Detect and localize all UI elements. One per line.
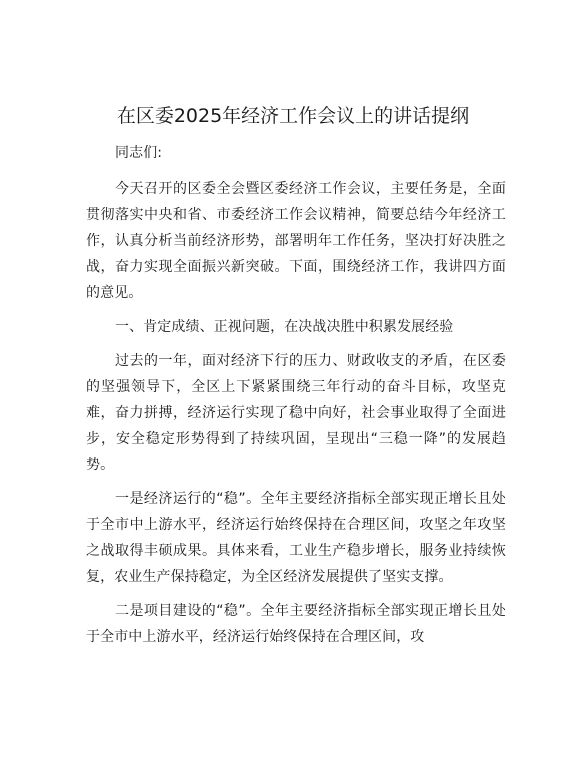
- paragraph-economy-stable: 一是经济运行的“稳”。全年主要经济指标全部实现正增长且处于全市中上游水平，经济运行始终保持在合理区间，攻坚之年攻坚之战取得丰硕成果。具体来看，工业生产稳步增长，服务业持续恢复，农业生产保持稳定，为全区经济发展提供了坚实支撑。: [86, 491, 506, 585]
- document-title: 在区委2025年经济工作会议上的讲话提纲: [116, 105, 470, 127]
- paragraph-intro: 今天召开的区委全会暨区委经济工作会议，主要任务是，全面贯彻落实中央和省、市委经济工作会议精神，简要总结今年经济工作，认真分析当前经济形势，部署明年工作任务，坚决打好决胜之战，奋力实现全面振兴新突破。下面，围绕经济工作，我讲四方面的意见。: [86, 181, 506, 301]
- section-heading-1: 一、肯定成绩、正视问题，在决战决胜中积累发展经验: [115, 319, 454, 335]
- paragraph-review: 过去的一年，面对经济下行的压力、财政收支的矛盾，在区委的坚强领导下，全区上下紧紧围绕三年行动的奋斗目标，攻坚克难，奋力拼搏，经济运行实现了稳中向好，社会事业取得了全面进步，安全稳定形势得到了持续巩固，呈现出“三稳一降”的发展趋势。: [86, 353, 506, 473]
- document-body: [86, 140, 506, 658]
- paragraph-project-stable: 二是项目建设的“稳”。全年主要经济指标全部实现正增长且处于全市中上游水平，经济运行始终保持在合理区间，攻: [86, 603, 506, 645]
- greeting: 同志们:: [115, 145, 163, 161]
